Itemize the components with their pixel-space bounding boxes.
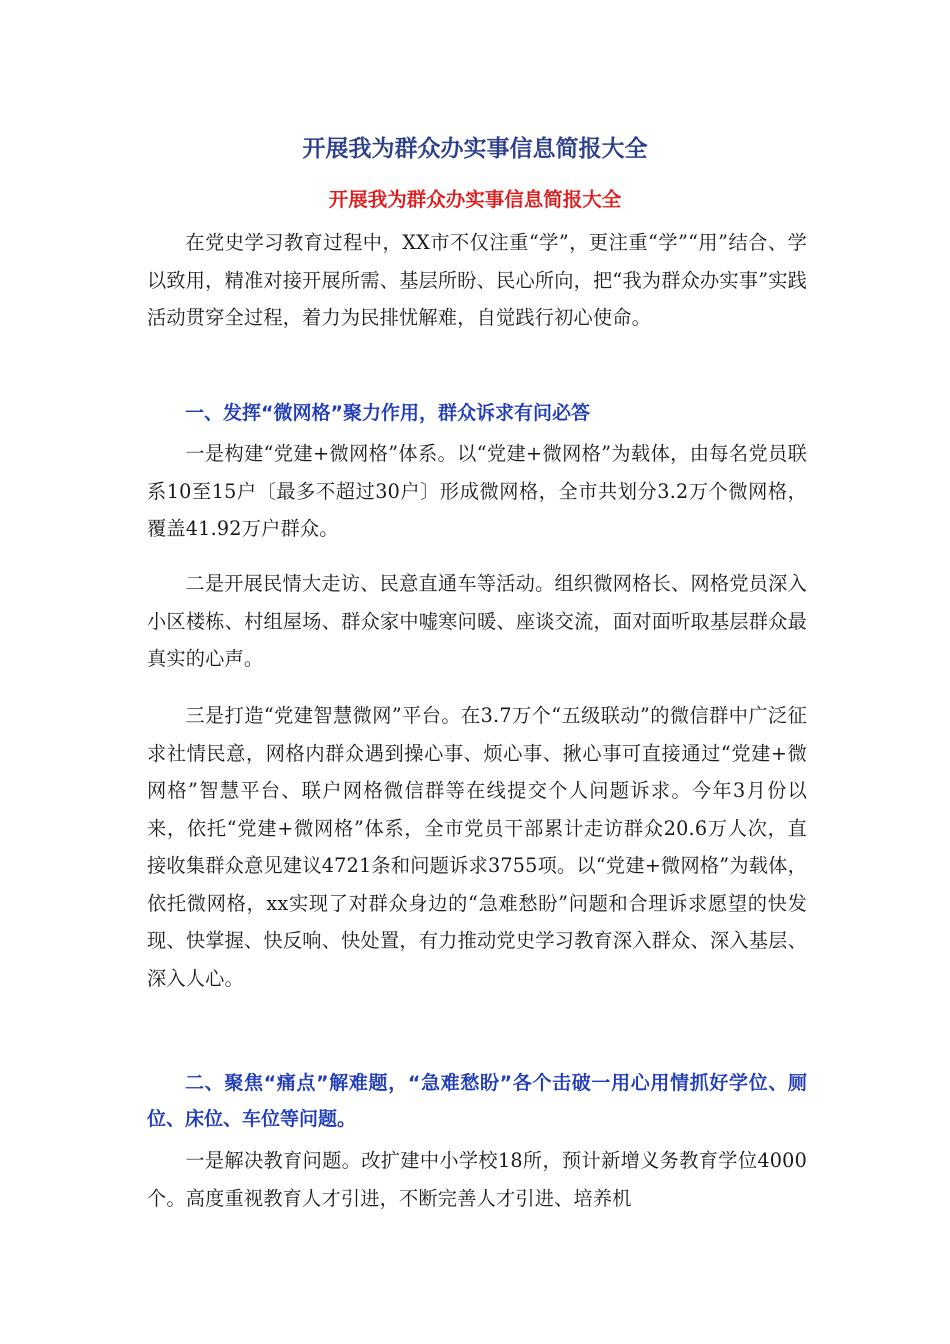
section-1-paragraph-3: 三是打造“党建智慧微网”平台。在3.7万个“五级联动”的微信群中广泛征求社情民意，网格内群众遇到操心事、烦心事、揪心事可直接通过“党建+微网格”智慧平台、联户网格微信群等在线提交个人问题诉求。今年3月份以来，依托“党建+微网格”体系，全市党员干部累计走访群众20.6万人次，直接收集群众意见建议4721条和问题诉求3755项。以“党建+微网格”为载体，依托微网格，xx实现了对群众身边的“急难愁盼”问题和合理诉求愿望的快发现、快掌握、快反响、快处置，有力推动党史学习教育深入群众、深入基层、深入人心。 (147, 704, 807, 990)
section-2-paragraph-1: 一是解决教育问题。改扩建中小学校18所，预计新增义务教育学位4000个。高度重视教育人才引进，不断完善人才引进、培养机 (147, 1149, 807, 1210)
document-title: 开展我为群众办实事信息简报大全 (302, 136, 648, 162)
section-2-heading: 二、聚焦“痛点”解难题，“急难愁盼”各个击破一用心用情抓好学位、厕位、床位、车位等问题。 (147, 1072, 807, 1130)
section-1-paragraph-2: 二是开展民情大走访、民意直通车等活动。组织微网格长、网格党员深入小区楼栋、村组屋场、群众家中嘘寒问暖、座谈交流，面对面听取基层群众最真实的心声。 (147, 572, 807, 670)
section-1-paragraph-1: 一是构建“党建+微网格”体系。以“党建+微网格”为载体，由每名党员联系10至15户〔最多不超过30户〕形成微网格，全市共划分3.2万个微网格，覆盖41.92万户群众。 (147, 442, 807, 540)
intro-paragraph: 在党史学习教育过程中，XX市不仅注重“学”，更注重“学”“用”结合、学以致用，精准对接开展所需、基层所盼、民心所向，把“我为群众办实事”实践活动贯穿全过程，着力为民排忧解难，自觉践行初心使命。 (147, 231, 807, 329)
section-1-heading: 一、发挥“微网格”聚力作用，群众诉求有问必答 (185, 402, 590, 424)
document-subtitle: 开展我为群众办实事信息简报大全 (328, 188, 622, 211)
